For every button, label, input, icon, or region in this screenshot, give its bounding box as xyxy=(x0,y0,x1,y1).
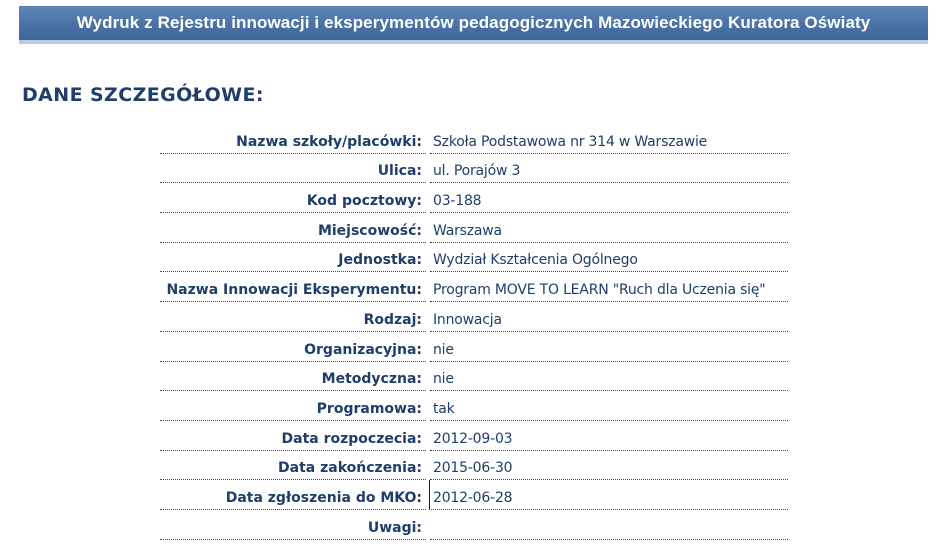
value-city: Warszawa xyxy=(430,213,788,243)
label-notes: Uwagi: xyxy=(160,510,426,540)
label-unit: Jednostka: xyxy=(160,243,426,273)
value-end-date: 2015-06-30 xyxy=(430,451,788,481)
value-start-date: 2012-09-03 xyxy=(430,421,788,451)
row-notes xyxy=(160,510,788,540)
value-notes xyxy=(430,510,788,540)
value-organizational: nie xyxy=(430,332,788,362)
section-title: DANE SZCZEGÓŁOWE: xyxy=(22,84,264,106)
label-city: Miejscowość: xyxy=(160,213,426,243)
row-programmatic xyxy=(160,391,788,421)
value-unit: Wydział Kształcenia Ogólnego xyxy=(430,243,788,273)
row-school-name xyxy=(160,124,788,154)
label-start-date: Data rozpoczecia: xyxy=(160,421,426,451)
row-postal-code xyxy=(160,183,788,213)
row-organizational xyxy=(160,332,788,362)
label-submission-date: Data zgłoszenia do MKO: xyxy=(160,480,426,510)
label-postal-code: Kod pocztowy: xyxy=(160,183,426,213)
row-street xyxy=(160,154,788,184)
row-submission-date xyxy=(160,480,788,510)
value-type: Innowacja xyxy=(430,302,788,332)
value-methodical: nie xyxy=(430,362,788,392)
row-end-date xyxy=(160,451,788,481)
banner-title: Wydruk z Rejestru innowacji i eksperymentów pedagogicznych Mazowieckiego Kuratora Oświaty xyxy=(76,13,871,32)
value-programmatic: tak xyxy=(430,391,788,421)
header-banner xyxy=(19,6,928,44)
row-methodical xyxy=(160,362,788,392)
label-school-name: Nazwa szkoły/placówki: xyxy=(160,124,426,154)
label-innovation-name: Nazwa Innowacji Eksperymentu: xyxy=(160,272,426,302)
label-street: Ulica: xyxy=(160,154,426,184)
row-start-date xyxy=(160,421,788,451)
label-type: Rodzaj: xyxy=(160,302,426,332)
row-unit xyxy=(160,243,788,273)
details-table xyxy=(160,124,788,540)
value-submission-date: 2012-06-28 xyxy=(429,480,788,510)
row-innovation-name xyxy=(160,272,788,302)
label-methodical: Metodyczna: xyxy=(160,362,426,392)
label-organizational: Organizacyjna: xyxy=(160,332,426,362)
row-city xyxy=(160,213,788,243)
label-end-date: Data zakończenia: xyxy=(160,451,426,481)
row-type xyxy=(160,302,788,332)
value-innovation-name: Program MOVE TO LEARN "Ruch dla Uczenia się" xyxy=(430,272,788,302)
value-street: ul. Porajów 3 xyxy=(430,154,788,184)
value-postal-code: 03-188 xyxy=(430,183,788,213)
value-school-name: Szkoła Podstawowa nr 314 w Warszawie xyxy=(430,124,788,154)
label-programmatic: Programowa: xyxy=(160,391,426,421)
